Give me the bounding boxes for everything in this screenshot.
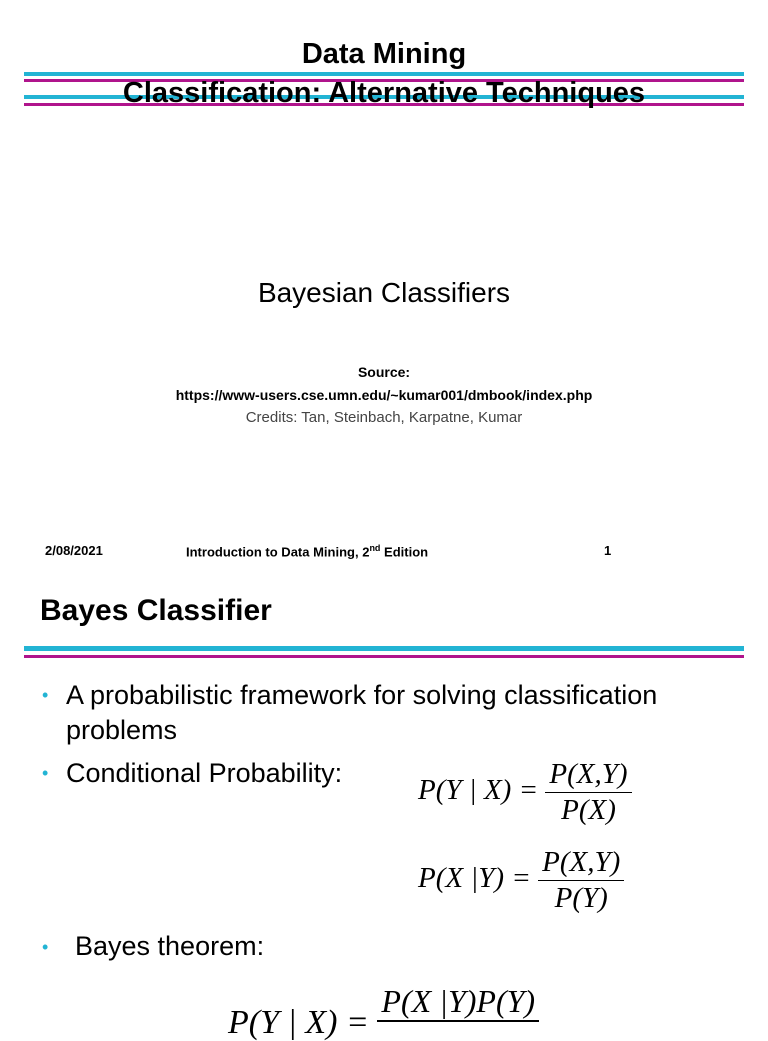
equation-bayes-theorem	[228, 982, 539, 1041]
bullet-1-line-2: problems	[66, 715, 178, 745]
eq3-lhs: P(Y | X) =	[228, 1004, 369, 1041]
eq2-lhs: P(X |Y) =	[418, 862, 531, 895]
slide2-rule-magenta	[24, 655, 744, 658]
source-url: https://www-users.cse.umn.edu/~kumar001/dmbook/index.php	[175, 387, 593, 403]
eq1-denominator: P(X)	[561, 794, 616, 826]
bullet-dot-icon: •	[42, 937, 49, 957]
footer-page-number: 1	[604, 543, 612, 558]
slide2-title: Bayes Classifier	[40, 594, 272, 627]
title-rule-cyan-1	[24, 72, 744, 76]
equation-conditional-x-given-y	[418, 846, 624, 915]
eq3-numerator: P(X |Y)P(Y)	[381, 983, 536, 1019]
eq3-fraction	[377, 982, 539, 1022]
bullet-1-line-1: A probabilistic framework for solving classification	[66, 680, 658, 710]
slide1-subtitle: Bayesian Classifiers	[257, 277, 511, 308]
equation-conditional-y-given-x	[418, 758, 632, 827]
bullet-3: Bayes theorem:	[75, 931, 265, 961]
eq1-fraction	[545, 758, 631, 827]
eq1-numerator: P(X,Y)	[545, 758, 631, 793]
eq2-numerator: P(X,Y)	[538, 846, 624, 881]
source-label: Source:	[357, 364, 411, 380]
footer-date: 2/08/2021	[45, 543, 103, 558]
slide1-title-line2: Classification: Alternative Techniques	[122, 77, 646, 109]
slide1-title-line1: Data Mining	[301, 38, 467, 70]
eq2-denominator: P(Y)	[554, 882, 608, 914]
eq1-lhs: P(Y | X) =	[418, 774, 539, 807]
bullet-2: Conditional Probability:	[66, 758, 343, 788]
footer-book-prefix: Introduction to Data Mining, 2	[186, 544, 370, 560]
footer-book-suffix: Edition	[380, 544, 429, 560]
credits: Credits: Tan, Steinbach, Karpatne, Kumar	[245, 409, 523, 426]
bullet-dot-icon: •	[42, 685, 49, 705]
eq2-fraction	[538, 846, 624, 915]
eq3-fraction-bar	[377, 1020, 539, 1022]
footer-book-title	[186, 543, 428, 559]
slide2-rule-cyan	[24, 646, 744, 651]
footer-book-sup: nd	[369, 543, 381, 553]
bullet-dot-icon: •	[42, 763, 49, 783]
